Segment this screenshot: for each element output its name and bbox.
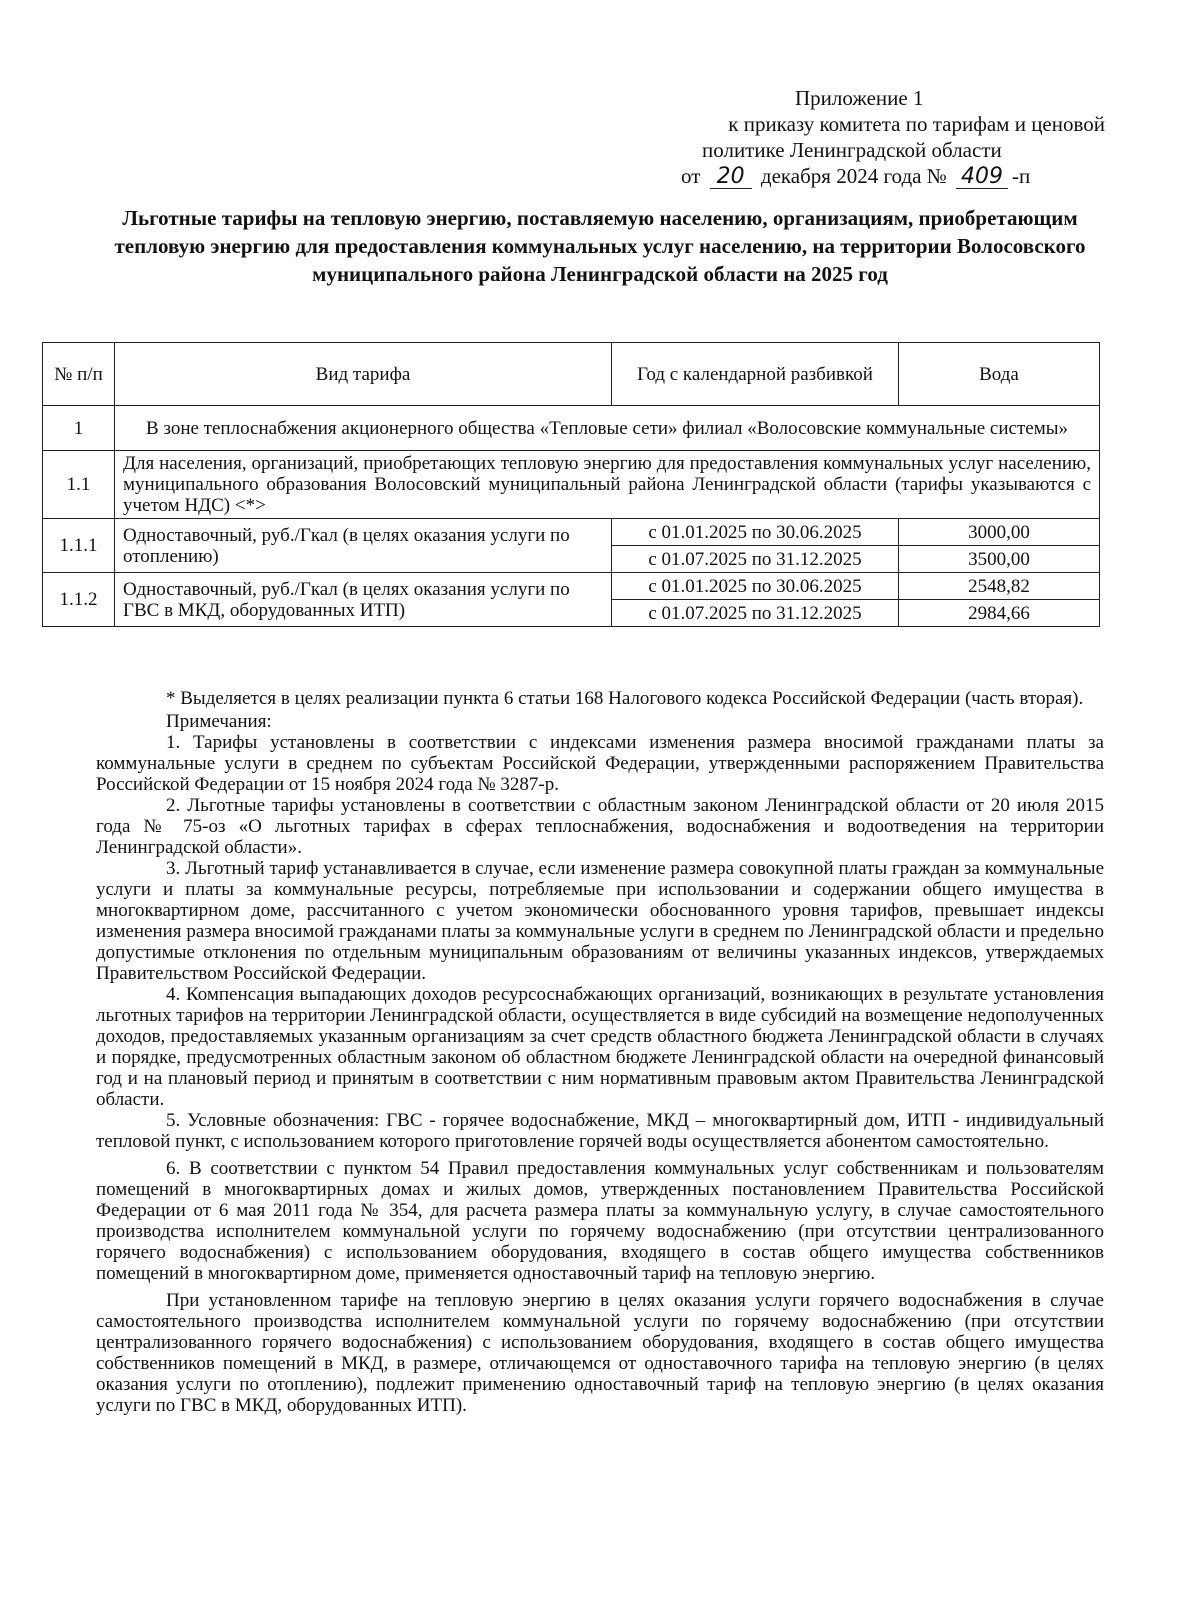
note-item: 4. Компенсация выпадающих доходов ресурсоснабжающих организаций, возникающих в результате установления льготных тарифов на территории Ленинградской области, осуществляется в виде субсидий на возмещение недополученных доходов, предоставляемых указанным организациям за счет средств областного бюджета Ленинградской области в случаях и порядке, предусмотренных областным законом об областном бюджете Ленинградской области на очередной финансовый год и на плановый период и принятым в соответствии с ним нормативным правовым актом Правительства Ленинградской области. [96,984,1104,1110]
note-item: 3. Льготный тариф устанавливается в случае, если изменение размера совокупной платы граждан за коммунальные услуги и платы за коммунальные ресурсы, потребляемые при использовании и содержании общего имущества в многоквартирном доме, рассчитанного с учетом экономически обоснованного уровня тарифов, превышает индексы изменения размера вносимой гражданами платы за коммунальные услуги в среднем по Ленинградской области и предельно допустимые отклонения по отдельным муниципальным образованиям от величины указанных индексов, утверждаемых Правительством Российской Федерации. [96,858,1104,984]
note-item: 2. Льготные тарифы установлены в соответствии с областным законом Ленинградской области от 20 июля 2015 года № 75-оз «О льготных тарифах в сферах теплоснабжения, водоснабжения и водоотведения на территории Ленинградской области». [96,795,1104,858]
row-kind: Одноставочный, руб./Гкал (в целях оказания услуги по отоплению) [115,519,612,573]
appendix-line-1: Приложение 1 [795,86,924,110]
zone-num: 1 [43,406,115,451]
row-value: 3000,00 [899,519,1100,546]
document-title: Льготные тарифы на тепловую энергию, поставляемую населению, организациям, приобретающим тепловую энергию для предоставления коммунальных услуг населению, на территории Волосовского муниципального района Ленинградской области на 2025 год [114,206,1086,286]
appendix-line-3: политике Ленинградской области [702,138,1002,162]
row-period: с 01.01.2025 по 30.06.2025 [612,519,899,546]
handwritten-day: 20 [710,166,752,189]
row-num: 1.1.1 [43,519,115,573]
header-kind: Вид тарифа [115,343,612,406]
date-middle: декабря 2024 года № [760,164,947,188]
zone-row [43,406,1100,451]
group-num: 1.1 [43,451,115,519]
header-water: Вода [899,343,1100,406]
table-row [43,519,1100,546]
order-suffix: -п [1012,164,1031,188]
group-text: Для населения, организаций, приобретающих тепловую энергию для предоставления коммунальных услуг населению, муниципального образования Волосовский муниципальный района Ленинградской области (тарифы указываются с учетом НДС) <*> [115,451,1100,519]
row-num: 1.1.2 [43,573,115,627]
row-period: с 01.07.2025 по 31.12.2025 [612,600,899,627]
handwritten-order-number: 409 [956,166,1008,189]
footnote: * Выделяется в целях реализации пункта 6 статьи 168 Налогового кодекса Российской Федерации (часть вторая). [166,688,1084,709]
row-period: с 01.07.2025 по 31.12.2025 [612,546,899,573]
row-kind: Одноставочный, руб./Гкал (в целях оказания услуги по ГВС в МКД, оборудованных ИТП) [115,573,612,627]
group-row [43,451,1100,519]
note-item: 1. Тарифы установлены в соответствии с индексами изменения размера вносимой гражданами платы за коммунальные услуги в среднем по субъектам Российской Федерации, утвержденными распоряжением Правительства Российской Федерации от 15 ноября 2024 года № 3287-р. [96,732,1104,795]
table-header-row [43,343,1100,406]
appendix-line-2: к приказу комитета по тарифам и ценовой [728,112,1105,136]
tariff-table [42,342,1100,627]
header-num: № п/п [43,343,115,406]
note-item: 5. Условные обозначения: ГВС - горячее водоснабжение, МКД – многоквартирный дом, ИТП - индивидуальный тепловой пункт, с использованием которого приготовление горячей воды осуществляется абонентом самостоятельно. [96,1110,1104,1152]
appendix-date-line [655,163,1105,189]
zone-text: В зоне теплоснабжения акционерного общества «Тепловые сети» филиал «Волосовские коммунальные системы» [115,406,1100,451]
row-value: 2984,66 [899,600,1100,627]
row-value: 2548,82 [899,573,1100,600]
notes-section [96,688,1104,1416]
row-period: с 01.01.2025 по 30.06.2025 [612,573,899,600]
row-value: 3500,00 [899,546,1100,573]
table-row [43,573,1100,600]
header-period: Год с календарной разбивкой [612,343,899,406]
final-paragraph: При установленном тарифе на тепловую энергию в целях оказания услуги горячего водоснабжения в случае самостоятельного производства исполнителем коммунальной услуги по горячему водоснабжению (при отсутствии централизованного горячего водоснабжения) с использованием оборудования, входящего в состав общего имущества собственников помещений в МКД, в размере, отличающемся от одноставочного тарифа на тепловую энергию (в целях оказания услуги по отоплению), подлежит применению одноставочный тариф на тепловую энергию (в целях оказания услуги по ГВС в МКД, оборудованных ИТП). [96,1290,1104,1416]
note-item: 6. В соответствии с пунктом 54 Правил предоставления коммунальных услуг собственникам и пользователям помещений в многоквартирных домах и жилых домов, утвержденных постановлением Правительства Российской Федерации от 6 мая 2011 года № 354, для расчета размера платы за коммунальную услугу, в случае самостоятельного производства исполнителем коммунальной услуги по горячему водоснабжению (при отсутствии централизованного горячего водоснабжения) с использованием оборудования, входящего в состав общего имущества собственников помещений в многоквартирном доме, применяется одноставочный тариф на тепловую энергию. [96,1158,1104,1284]
appendix-header [655,85,1105,189]
date-prefix: от [681,164,701,188]
notes-heading: Примечания: [166,711,272,732]
